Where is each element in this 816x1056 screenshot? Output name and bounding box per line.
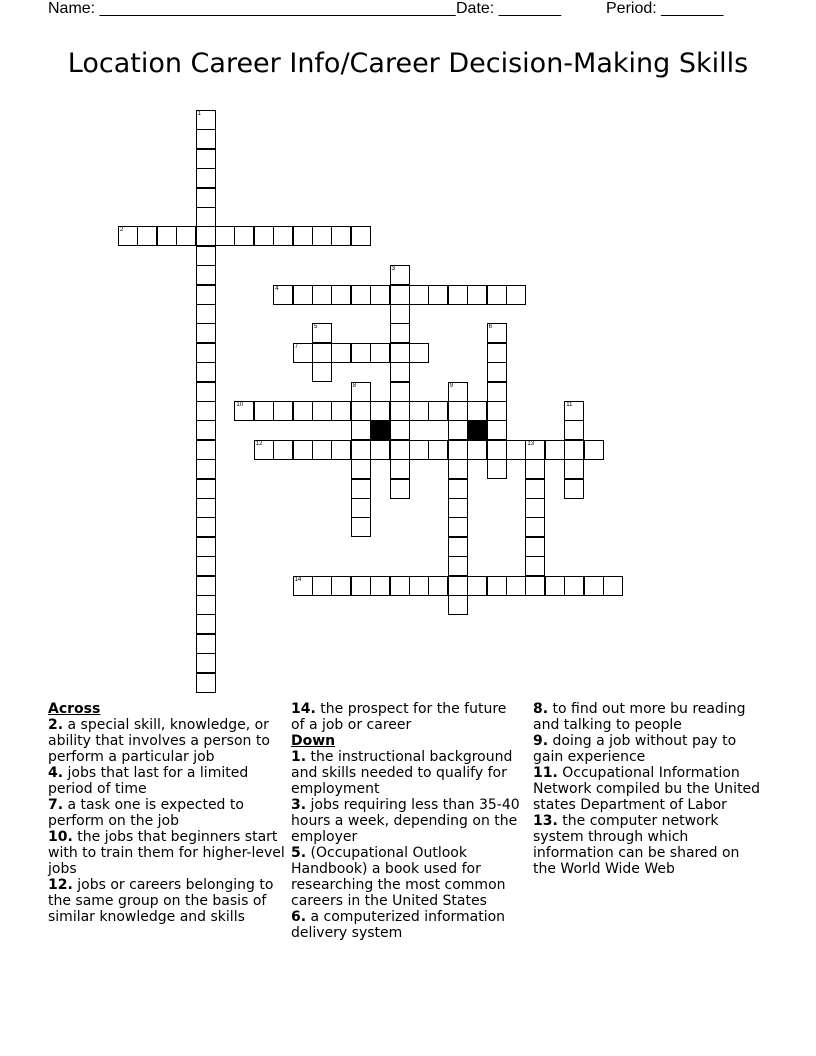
clue-down-9 (533, 733, 763, 765)
clue-number-label: 2 (120, 227, 124, 234)
grid-cell[interactable] (564, 479, 584, 499)
clue-number-label: 9 (449, 382, 454, 389)
clue-number-label: 11 (566, 402, 573, 408)
grid-cell[interactable] (196, 576, 216, 596)
grid-cell[interactable] (525, 459, 545, 479)
grid-cell[interactable] (448, 382, 468, 402)
grid-cell[interactable] (545, 576, 565, 596)
grid-cell[interactable] (196, 401, 216, 421)
clue-across-14 (291, 701, 523, 733)
grid-cell[interactable] (196, 420, 216, 440)
clue-down-6 (291, 909, 523, 941)
clue-down-3 (291, 797, 523, 845)
grid-cell[interactable] (196, 149, 216, 169)
grid-cell[interactable] (351, 576, 371, 596)
clue-text: the prospect for the future of a job or career (291, 701, 507, 733)
grid-cell[interactable] (525, 537, 545, 557)
clue-text: a task one is expected to perform on the job (48, 797, 244, 829)
grid-cell[interactable] (312, 226, 332, 246)
grid-cell[interactable] (428, 440, 448, 460)
grid-cell[interactable] (428, 576, 448, 596)
grid-cell[interactable] (448, 420, 468, 440)
page-title: Location Career Info/Career Decision-Making Skills (67, 48, 749, 79)
clue-text: Occupational Information Network compiled bu the United states Department of Labor (533, 765, 761, 813)
grid-cell[interactable] (196, 265, 216, 285)
grid-cell[interactable] (293, 440, 313, 460)
grid-cell[interactable] (525, 498, 545, 518)
clue-down-8 (533, 701, 763, 733)
clue-number-label: 7 (294, 343, 298, 350)
grid-cell[interactable] (564, 401, 584, 421)
grid-cell[interactable] (390, 479, 410, 499)
grid-cell[interactable] (545, 440, 565, 460)
grid-cell[interactable] (293, 226, 313, 246)
grid-cell[interactable] (467, 576, 487, 596)
grid-cell[interactable] (390, 323, 410, 343)
grid-cell[interactable] (506, 576, 526, 596)
grid-cell[interactable] (448, 440, 468, 460)
clue-text: jobs that last for a limited period of time (48, 765, 249, 797)
blocked-cell (467, 420, 487, 440)
clue-number: 13. (533, 813, 558, 829)
clue-number-label: 1 (197, 111, 201, 117)
grid-cell[interactable] (564, 459, 584, 479)
grid-cell[interactable] (390, 576, 410, 596)
grid-cell[interactable] (467, 401, 487, 421)
clue-text: doing a job without pay to gain experience (533, 733, 737, 765)
grid-cell[interactable] (487, 401, 507, 421)
down-heading: Down (291, 733, 336, 749)
grid-cell[interactable] (196, 226, 216, 246)
grid-cell[interactable] (351, 498, 371, 518)
grid-cell[interactable] (196, 382, 216, 402)
grid-cell[interactable] (448, 401, 468, 421)
grid-cell[interactable] (487, 440, 507, 460)
grid-cell[interactable] (351, 382, 371, 402)
date-field[interactable]: Date: _______ (456, 0, 561, 17)
grid-cell[interactable] (564, 440, 584, 460)
grid-cell[interactable] (176, 226, 196, 246)
clue-number-label: 6 (488, 324, 492, 331)
grid-cell[interactable] (448, 498, 468, 518)
grid-cell[interactable] (196, 362, 216, 382)
grid-cell[interactable] (196, 459, 216, 479)
grid-cell[interactable] (234, 226, 254, 246)
grid-cell[interactable] (487, 323, 507, 343)
grid-cell[interactable] (390, 420, 410, 440)
grid-cell[interactable] (467, 440, 487, 460)
grid-cell[interactable] (370, 440, 390, 460)
grid-cell[interactable] (254, 401, 274, 421)
grid-cell[interactable] (487, 420, 507, 440)
grid-cell[interactable] (196, 634, 216, 654)
grid-cell[interactable] (196, 498, 216, 518)
grid-cell[interactable] (196, 129, 216, 149)
clue-number: 11. (533, 765, 558, 781)
grid-cell[interactable] (196, 188, 216, 208)
grid-cell[interactable] (564, 576, 584, 596)
grid-cell[interactable] (254, 226, 274, 246)
grid-cell[interactable] (603, 576, 623, 596)
grid-cell[interactable] (196, 673, 216, 693)
grid-cell[interactable] (196, 285, 216, 305)
grid-cell[interactable] (448, 595, 468, 615)
clue-number-label: 14 (294, 576, 302, 583)
grid-cell[interactable] (312, 343, 332, 363)
clue-number: 4. (48, 765, 64, 781)
grid-cell[interactable] (196, 343, 216, 363)
grid-cell[interactable] (196, 440, 216, 460)
grid-cell[interactable] (525, 440, 545, 460)
grid-cell[interactable] (487, 382, 507, 402)
grid-cell[interactable] (448, 517, 468, 537)
clue-number: 1. (291, 749, 307, 765)
grid-cell[interactable] (506, 285, 526, 305)
clue-text: (Occupational Outlook Handbook) a book used for researching the most common careers in the United States (291, 845, 506, 909)
grid-cell[interactable] (196, 479, 216, 499)
grid-cell[interactable] (487, 362, 507, 382)
blocked-cell (370, 420, 390, 440)
grid-cell[interactable] (293, 343, 313, 363)
grid-cell[interactable] (273, 285, 293, 305)
grid-cell[interactable] (409, 440, 429, 460)
grid-cell[interactable] (137, 226, 157, 246)
grid-cell[interactable] (196, 595, 216, 615)
grid-cell[interactable] (196, 614, 216, 634)
grid-cell[interactable] (467, 285, 487, 305)
grid-cell[interactable] (390, 459, 410, 479)
grid-cell[interactable] (196, 110, 216, 130)
grid-cell[interactable] (118, 226, 138, 246)
clue-across-12 (48, 877, 286, 925)
grid-cell[interactable] (448, 459, 468, 479)
grid-cell[interactable] (584, 576, 604, 596)
grid-cell[interactable] (390, 401, 410, 421)
grid-cell[interactable] (390, 304, 410, 324)
grid-cell[interactable] (351, 285, 371, 305)
grid-cell[interactable] (390, 343, 410, 363)
grid-cell[interactable] (448, 285, 468, 305)
clue-number-label: 10 (236, 402, 244, 408)
grid-cell[interactable] (196, 653, 216, 673)
grid-cell[interactable] (584, 440, 604, 460)
grid-cell[interactable] (409, 343, 429, 363)
grid-cell[interactable] (390, 440, 410, 460)
grid-cell[interactable] (351, 440, 371, 460)
grid-cell[interactable] (196, 323, 216, 343)
clue-column-1 (48, 701, 286, 925)
clue-column-3 (533, 701, 763, 877)
grid-cell[interactable] (351, 420, 371, 440)
clue-number: 6. (291, 909, 307, 925)
grid-cell[interactable] (215, 226, 235, 246)
grid-cell[interactable] (487, 576, 507, 596)
clue-down-5 (291, 845, 523, 909)
name-field[interactable]: Name: ________________________________________ (48, 0, 456, 17)
grid-cell[interactable] (331, 576, 351, 596)
grid-cell[interactable] (331, 343, 351, 363)
grid-cell[interactable] (351, 401, 371, 421)
clue-text: jobs or careers belonging to the same group on the basis of similar knowledge and skills (48, 877, 274, 925)
grid-cell[interactable] (312, 285, 332, 305)
clue-down-1 (291, 749, 523, 797)
grid-cell[interactable] (390, 265, 410, 285)
grid-cell[interactable] (448, 479, 468, 499)
clue-across-2 (48, 717, 286, 765)
clue-text: the instructional background and skills needed to qualify for employment (291, 749, 513, 797)
grid-cell[interactable] (331, 401, 351, 421)
clue-across-4 (48, 765, 286, 797)
grid-cell[interactable] (448, 576, 468, 596)
grid-cell[interactable] (273, 401, 293, 421)
grid-cell[interactable] (196, 304, 216, 324)
clue-down-11 (533, 765, 763, 813)
grid-cell[interactable] (506, 440, 526, 460)
grid-cell[interactable] (370, 401, 390, 421)
grid-cell[interactable] (525, 479, 545, 499)
grid-cell[interactable] (293, 576, 313, 596)
grid-cell[interactable] (525, 576, 545, 596)
grid-cell[interactable] (331, 226, 351, 246)
clue-text: jobs requiring less than 35-40 hours a week, depending on the employer (291, 797, 520, 845)
clue-number: 2. (48, 717, 64, 733)
clue-number-label: 4 (275, 285, 279, 292)
grid-cell[interactable] (370, 576, 390, 596)
grid-cell[interactable] (293, 285, 313, 305)
grid-cell[interactable] (409, 401, 429, 421)
grid-cell[interactable] (448, 556, 468, 576)
grid-cell[interactable] (234, 401, 254, 421)
clue-text: the computer network system through which information can be shared on the World Wide Web (533, 813, 740, 877)
grid-cell[interactable] (312, 401, 332, 421)
grid-cell[interactable] (312, 440, 332, 460)
clue-text: a special skill, knowledge, or ability that involves a person to perform a particular job (48, 717, 270, 765)
grid-cell[interactable] (196, 207, 216, 227)
grid-cell[interactable] (487, 459, 507, 479)
header (48, 0, 748, 22)
clue-text: to find out more bu reading and talking to people (533, 701, 746, 733)
grid-cell[interactable] (157, 226, 177, 246)
grid-cell[interactable] (487, 285, 507, 305)
grid-cell[interactable] (312, 362, 332, 382)
grid-cell[interactable] (351, 459, 371, 479)
grid-cell[interactable] (196, 168, 216, 188)
clue-across-7 (48, 797, 286, 829)
grid-cell[interactable] (351, 517, 371, 537)
grid-cell[interactable] (196, 517, 216, 537)
grid-cell[interactable] (525, 556, 545, 576)
grid-cell[interactable] (312, 323, 332, 343)
clue-number-label: 13 (527, 440, 535, 447)
grid-cell[interactable] (312, 576, 332, 596)
grid-cell[interactable] (409, 576, 429, 596)
grid-cell[interactable] (370, 343, 390, 363)
grid-cell[interactable] (390, 362, 410, 382)
grid-cell[interactable] (487, 343, 507, 363)
clue-number: 12. (48, 877, 73, 893)
clue-number: 9. (533, 733, 549, 749)
grid-cell[interactable] (351, 479, 371, 499)
period-field[interactable]: Period: _______ (606, 0, 724, 17)
grid-cell[interactable] (351, 226, 371, 246)
grid-cell[interactable] (390, 382, 410, 402)
grid-cell[interactable] (448, 537, 468, 557)
grid-cell[interactable] (273, 440, 293, 460)
grid-cell[interactable] (293, 401, 313, 421)
clue-number-label: 12 (255, 440, 263, 447)
clue-number-label: 5 (314, 324, 318, 331)
grid-cell[interactable] (564, 420, 584, 440)
grid-cell[interactable] (525, 517, 545, 537)
clue-text: the jobs that beginners start with to train them for higher-level jobs (48, 829, 285, 877)
clue-number: 7. (48, 797, 64, 813)
grid-cell[interactable] (370, 285, 390, 305)
grid-cell[interactable] (196, 537, 216, 557)
clue-number: 5. (291, 845, 307, 861)
clue-text: a computerized information delivery system (291, 909, 506, 941)
grid-cell[interactable] (331, 285, 351, 305)
grid-cell[interactable] (196, 246, 216, 266)
clue-column-2 (291, 701, 523, 941)
clue-number-label: 3 (391, 266, 395, 273)
grid-cell[interactable] (254, 440, 274, 460)
clue-across-10 (48, 829, 286, 877)
grid-cell[interactable] (428, 285, 448, 305)
grid-cell[interactable] (196, 556, 216, 576)
grid-cell[interactable] (409, 285, 429, 305)
clue-number-label: 8 (352, 382, 357, 389)
grid-cell[interactable] (351, 343, 371, 363)
clue-number: 3. (291, 797, 307, 813)
clue-number: 8. (533, 701, 549, 717)
grid-cell[interactable] (273, 226, 293, 246)
clue-number: 10. (48, 829, 73, 845)
grid-cell[interactable] (390, 285, 410, 305)
across-heading: Across (48, 701, 101, 717)
clue-number: 14. (291, 701, 316, 717)
grid-cell[interactable] (331, 440, 351, 460)
clue-down-13 (533, 813, 763, 877)
grid-cell[interactable] (428, 401, 448, 421)
